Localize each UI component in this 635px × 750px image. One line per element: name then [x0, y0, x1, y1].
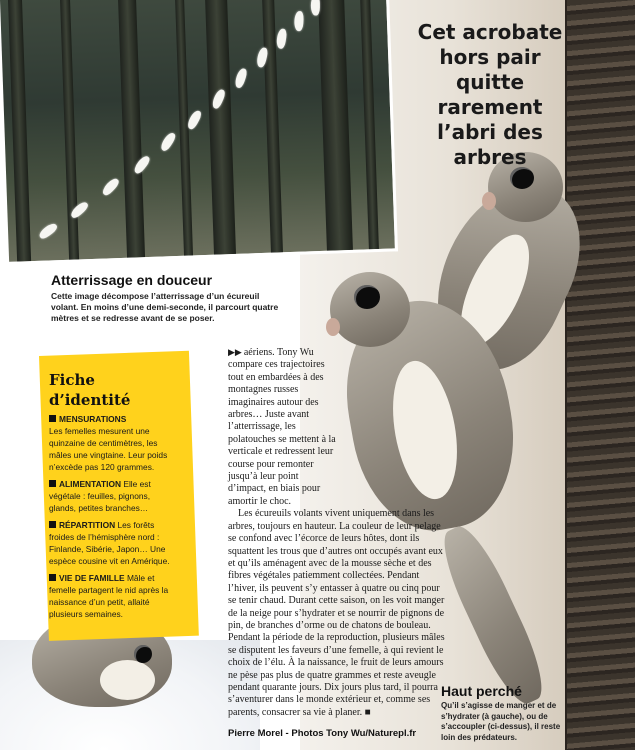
caption-text-landing: Cette image décompose l’atterrissage d’un écureuil volant. En moins d’une demi-seconde, il parcourt quatre mètres et se redresse avant de se poser.	[51, 291, 279, 323]
landing-sequence-photo	[0, 0, 398, 265]
caption-text-perched: Qu’il s’agisse de manger et de s’hydrater (à gauche), ou de s’accoupler (ci-dessus), il reste loin des prédateurs.	[441, 701, 561, 742]
section-text: Les femelles mesurent une quinzaine de centimètres, les mâles une vingtaine. Leur poids n’excède pas 120 grammes.	[49, 426, 168, 472]
photo-credit: Pierre Morel - Photos Tony Wu/Naturepl.fr	[228, 728, 417, 739]
section-heading: RÉPARTITION	[59, 520, 116, 530]
continuation-arrow-icon: ▶▶	[228, 348, 242, 358]
bullet-square-icon	[49, 521, 56, 528]
bullet-square-icon	[49, 415, 56, 422]
caption-title-landing: Atterrissage en douceur	[51, 272, 213, 288]
page-title: Cet acrobate hors pair quitte rarement l’abri des arbres	[417, 20, 563, 169]
article-paragraph-1	[228, 347, 336, 508]
tree-trunk	[565, 0, 635, 750]
section-text: Les forêts froides de l’hémisphère nord : Finlande, Sibérie, Japon… Une espèce cousine vit en Amérique.	[49, 520, 170, 566]
section-heading: ALIMENTATION	[59, 479, 122, 489]
identity-section-range	[49, 519, 177, 567]
identity-section-measurements	[49, 413, 177, 473]
article-paragraph-2: Les écureuils volants vivent uniquement dans les arbres, toujours en hauteur. La couleur de leur pelage se confond avec l’écorce de leurs hôtes, dont ils squattent les trous que d’autres ont occupés avant eux et qu’ils aménagent avec de la mousse sèche et des fibres végétales patiemment collectées. Pendant l’hiver, ils peuvent s’y entasser à quatre ou cinq pour se tenir chaud. Durant cette saison, on les voit manger de la neige pour s’hydrater et se nourrir de pignons de pin, de branches d’orme ou de chatons de bouleau. Pendant la période de la reproduction, plusieurs mâles se disputent les faveurs d’une femelle, à qui revient le choix de l’élu. À la naissance, le fruit de leurs amours ne pèse pas plus de quatre grammes et reste aveugle pendant quarante jours. Dix jours plus tard, il pourra s’aventurer dans le monde extérieur et, comme ses parents, consacrer sa vie à planer. ■	[228, 508, 445, 718]
identity-card	[49, 370, 177, 625]
section-text: Elle est végétale : feuilles, pignons, glands, petites branches…	[49, 479, 151, 513]
section-heading: MENSURATIONS	[59, 414, 127, 424]
bullet-square-icon	[49, 480, 56, 487]
identity-section-diet	[49, 478, 177, 514]
paragraph-text: aériens. Tony Wu compare ces trajectoires tout en embardées à des montagnes russes imaginaires autour des arbres… Juste avant l’atterrissage, les polatouches se mettent à la verticale et redressent leur course pour remonter jusqu’à leur point d’impact, en biais pour amortir le choc.	[228, 347, 336, 507]
identity-section-family	[49, 572, 177, 620]
section-heading: VIE DE FAMILLE	[59, 573, 125, 583]
caption-title-perched: Haut perché	[441, 683, 522, 699]
bullet-square-icon	[49, 574, 56, 581]
section-text: Mâle et femelle partagent le nid après la naissance d’un petit, allaité plusieurs semaines.	[49, 573, 169, 619]
article-body	[228, 347, 446, 719]
identity-card-title: Fiche d’identité	[49, 371, 131, 409]
